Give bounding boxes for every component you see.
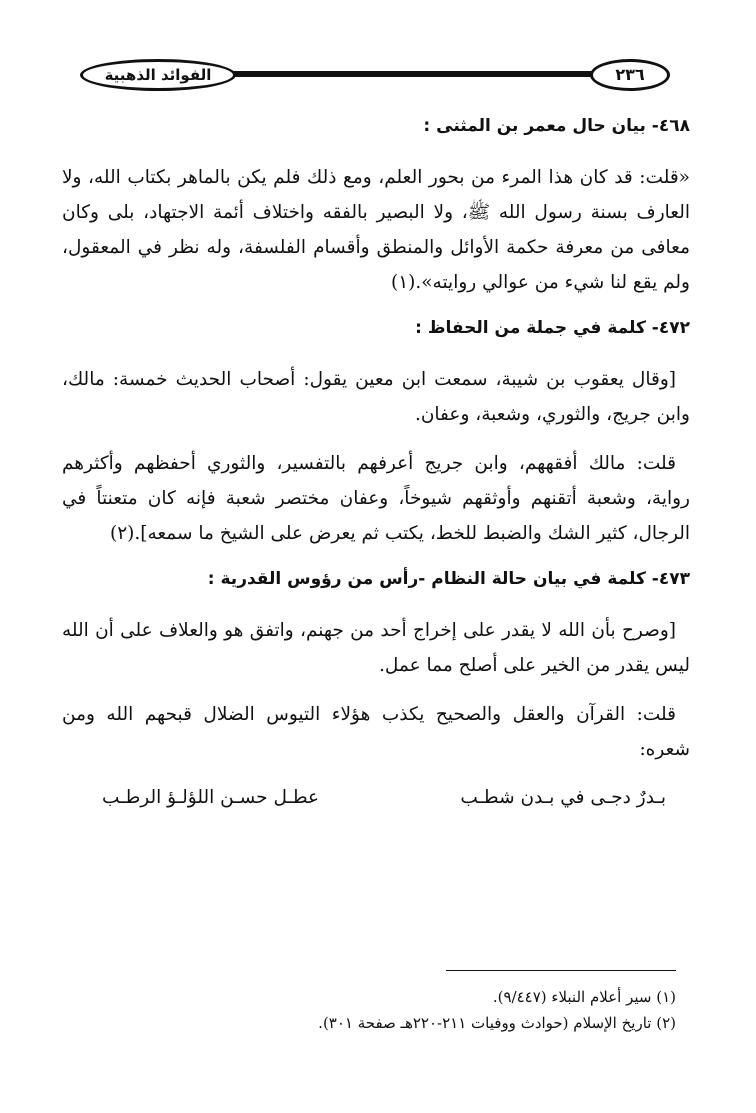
page-header xyxy=(62,56,684,94)
footnote-rule xyxy=(446,970,676,971)
footnotes xyxy=(76,984,676,1036)
page-body xyxy=(62,112,690,815)
section-473 xyxy=(62,565,690,815)
header-rule xyxy=(182,71,624,77)
poetry-verse xyxy=(62,781,690,815)
book-title: الفوائد الذهبية xyxy=(80,59,236,91)
body-paragraph: [وصرح بأن الله لا يقدر على إخراج أحد من جهنم، واتفق هو والعلاف على أن الله ليس يقدر من الخير على أصلح مما عمل. xyxy=(62,620,690,676)
footnote-1: (١) سير أعلام النبلاء (٩/٤٤٧). xyxy=(492,988,676,1006)
body-paragraph: قلت: مالك أفقههم، وابن جريج أعرفهم بالتفسير، والثوري أحفظهم وأكثرهم رواية، وشعبة أتقنهم وأوثقهم شيوخاً، وعفان مختصر شعبة فإنه كان متعنتاً في الرجال، كثير الشك والضبط للخط، يكتب ثم يعرض على الشيخ ما سمعه].(٢) xyxy=(62,453,690,544)
body-paragraph: قلت: القرآن والعقل والصحيح يكذب هؤلاء التيوس الضلال قبحهم الله ومن شعره: xyxy=(62,704,690,760)
body-paragraph: [وقال يعقوب بن شيبة، سمعت ابن معين يقول: أصحاب الحديث خمسة: مالك، وابن جريج، والثوري، وشعبة، وعفان. xyxy=(62,369,690,425)
section-468 xyxy=(62,112,690,300)
page-number: ٢٣٦ xyxy=(590,59,670,91)
footnote-2: (٢) تاريخ الإسلام (حوادث ووفيات ٢١١-٢٢٠هـ صفحة ٣٠١). xyxy=(318,1014,676,1032)
body-paragraph: «قلت: قد كان هذا المرء من بحور العلم، ومع ذلك فلم يكن بالماهر بكتاب الله، ولا العارف بسنة رسول الله ﷺ، ولا البصير بالفقه واختلاف أئمة الاجتهاد، بلى وكان معافى من معرفة حكمة الأوائل والمنطق وأقسام الفلسفة، وله نظر في المعقول، ولم يقع لنا شيء من عوالي روايته».(١) xyxy=(62,167,690,293)
section-heading: ٤٧٢- كلمة في جملة من الحفاظ : xyxy=(415,318,690,338)
section-heading: ٤٦٨- بيان حال معمر بن المثنى : xyxy=(423,116,690,136)
section-heading: ٤٧٣- كلمة في بيان حالة النظام -رأس من رؤوس القدرية : xyxy=(207,569,690,589)
verse-first-hemistich: بـدرٌ دجـى في بـدن شطـب xyxy=(460,787,666,808)
verse-second-hemistich: عطـل حسـن اللؤلـؤ الرطـب xyxy=(102,787,320,808)
section-472 xyxy=(62,314,690,551)
